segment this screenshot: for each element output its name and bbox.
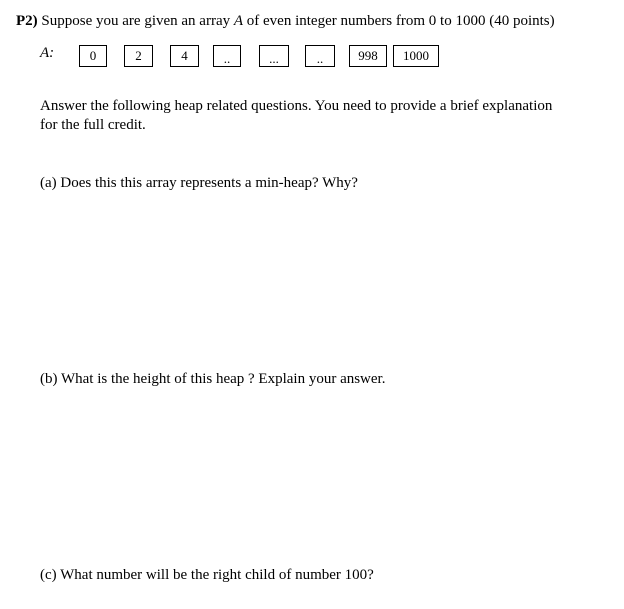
instructions-line-2: for the full credit.: [40, 117, 146, 133]
array-cell: ..: [213, 45, 241, 67]
array-cell: 0: [79, 45, 107, 67]
array-cell: ..: [305, 45, 335, 67]
problem-var-name: A: [233, 13, 244, 29]
array-label: A:: [40, 45, 55, 61]
problem-title: [16, 12, 555, 31]
instructions-line-1: Answer the following heap related questions. You need to provide a brief explanation: [40, 98, 553, 114]
question-a: (a) Does this this array represents a min-heap? Why?: [40, 175, 358, 191]
array-cell: 4: [170, 45, 199, 67]
problem-text-before: Suppose you are given an array: [41, 13, 231, 29]
array-cell: 2: [124, 45, 153, 67]
problem-text-after: of even integer numbers from 0 to 1000 (40 points): [246, 13, 555, 29]
question-c: (c) What number will be the right child of number 100?: [40, 567, 374, 583]
question-b: (b) What is the height of this heap ? Explain your answer.: [40, 371, 386, 387]
problem-number: P2): [16, 13, 38, 29]
array-cell: 998: [349, 45, 387, 67]
array-cell: 1000: [393, 45, 439, 67]
array-cell: ...: [259, 45, 289, 67]
